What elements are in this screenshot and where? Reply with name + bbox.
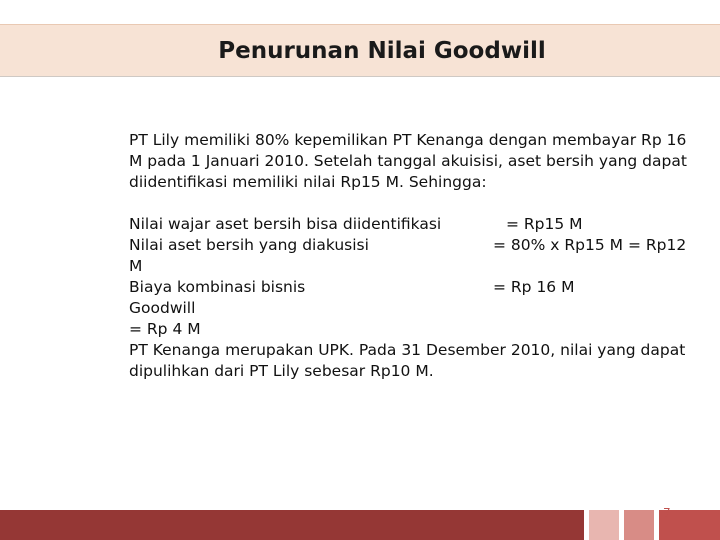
calc-value: = Rp 16 M [493,278,575,296]
calc-row-fair-value [129,214,709,235]
closing-paragraph [129,340,709,382]
footer-mid-block [624,510,654,540]
calc-value: = 80% x Rp15 M = Rp12 [493,236,687,254]
calc-wrap-text: M [129,257,143,275]
top-strip [0,0,720,24]
calc-row-wrap [129,256,709,277]
intro-paragraph [129,130,709,193]
intro-line: diidentifikasi memiliki nilai Rp15 M. Sehingga: [129,173,487,191]
calc-label: Nilai wajar aset bersih bisa diidentifikasi [129,215,442,233]
footer-bar [0,506,720,540]
footer-main-block [0,510,584,540]
slide-title: Penurunan Nilai Goodwill [218,38,546,64]
calc-row-business-combination [129,277,709,298]
calc-value: = Rp15 M [506,215,583,233]
intro-line: PT Lily memiliki 80% kepemilikan PT Kenanga dengan membayar Rp 16 [129,131,687,149]
calc-label: Nilai aset bersih yang diakusisi [129,236,369,254]
calc-row-acquired-assets [129,235,709,256]
calc-label: Biaya kombinasi bisnis [129,278,306,296]
footer-light-block [589,510,619,540]
closing-line: PT Kenanga merupakan UPK. Pada 31 Desember 2010, nilai yang dapat [129,341,686,359]
title-bar [0,24,720,77]
page-number: 7 [663,506,671,520]
slide-body [129,130,709,382]
calc-row-goodwill [129,298,709,319]
closing-line: dipulihkan dari PT Lily sebesar Rp10 M. [129,362,434,380]
calc-row-goodwill-value [129,319,709,340]
calc-label: Goodwill [129,299,196,317]
intro-line: M pada 1 Januari 2010. Setelah tanggal akuisisi, aset bersih yang dapat [129,152,687,170]
calc-value: = Rp 4 M [129,320,201,338]
